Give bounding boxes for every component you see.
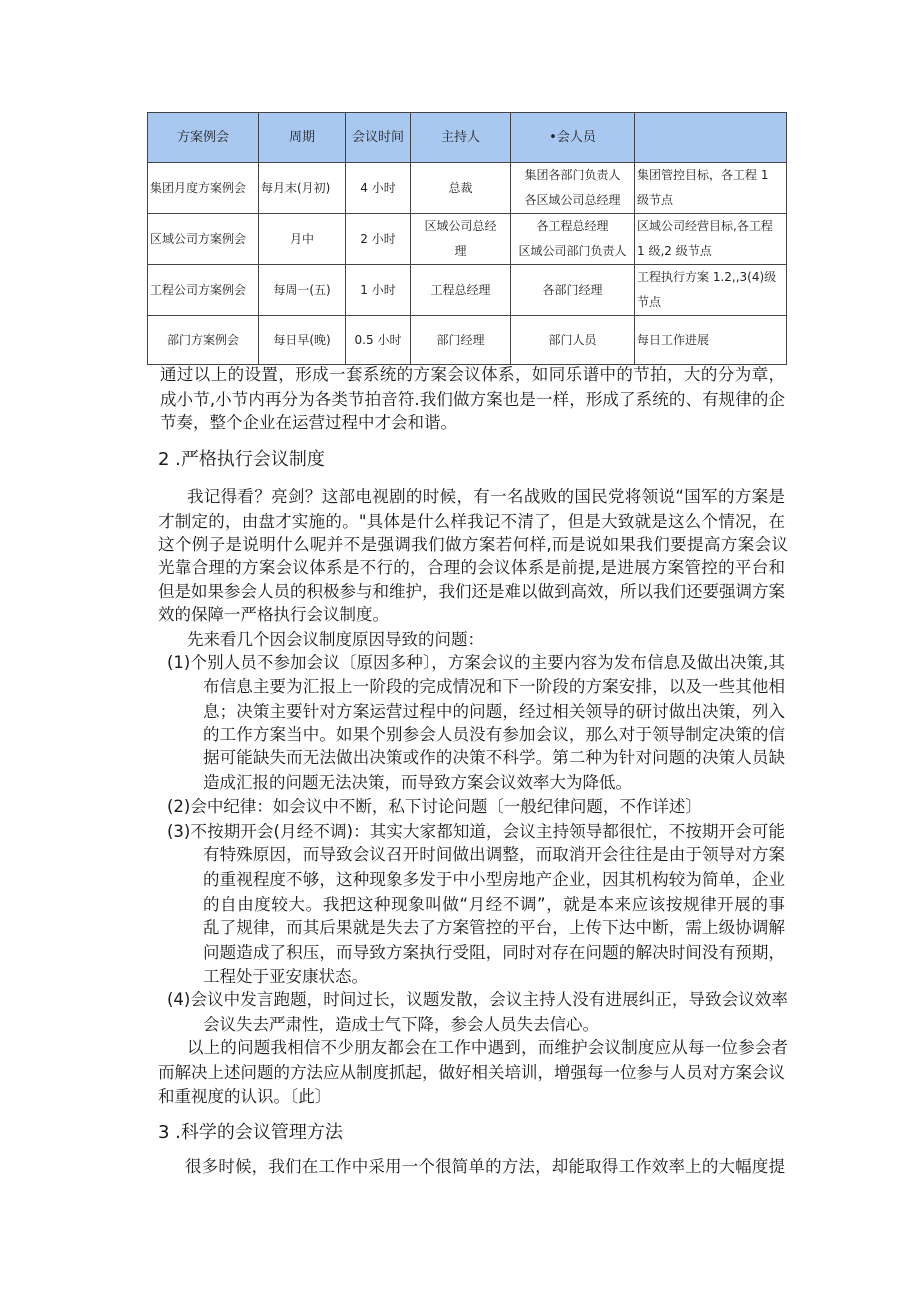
- header-cell: •会人员: [511, 113, 635, 163]
- table-row: [148, 265, 787, 316]
- header-cell: [635, 113, 787, 163]
- meeting-duration: 2 小时: [346, 214, 411, 265]
- content-line: 工程执行方案 1.2,,3(4)级: [637, 270, 777, 284]
- section-heading-3: 3 .科学的会议管理方法: [158, 1122, 343, 1143]
- host-line: 部门经理: [436, 332, 485, 347]
- meeting-content: [635, 163, 787, 214]
- content-line: 1 级,2 级节点: [637, 244, 712, 258]
- text-line: 成小节,小节内再分为各类节拍音符.我们做方案也是一样，形成了系统的、有规律的企: [160, 390, 785, 409]
- header-cell: 会议时间: [346, 113, 411, 163]
- attendee-line: 区域公司部门负责人: [518, 244, 627, 258]
- text-line: 工程处于亚安康状态。: [203, 967, 368, 986]
- meeting-period: 每月末(月初): [259, 163, 346, 214]
- header-cell: 周期: [259, 113, 346, 163]
- meeting-attendees: [511, 316, 635, 365]
- text-line: 节奏，整个企业在运营过程中才会和谐。: [160, 413, 457, 432]
- list-item-1: (1)个别人员不参加会议〔原因多种〕，方案会议的主要内容为发布信息及做出决策,其: [167, 653, 785, 672]
- text-line: 乱了规律，而其后果就是失去了方案管控的平台，上传下达中断，需上级协调解: [203, 918, 785, 937]
- meeting-name: 工程公司方案例会: [148, 265, 259, 316]
- text-line: 造成汇报的问题无法决策，而导致方案会议效率大为降低。: [203, 773, 632, 792]
- content-line: 节点: [637, 295, 662, 309]
- meeting-duration: 1 小时: [346, 265, 411, 316]
- header-cell: 主持人: [411, 113, 511, 163]
- text-line: 很多时候，我们在工作中采用一个很简单的方法，却能取得工作效率上的大幅度提: [185, 1157, 785, 1176]
- meeting-period: 月中: [259, 214, 346, 265]
- meeting-duration: 0.5 小时: [346, 316, 411, 365]
- attendee-line: 部门人员: [548, 332, 597, 347]
- text-line: 布信息主要为汇报上一阶段的完成情况和下一阶段的方案安排，以及一些其他相: [203, 677, 785, 696]
- host-line: 区域公司总经: [424, 219, 497, 233]
- text-line: 问题造成了积压，而导致方案执行受阻，同时对存在问题的解决时间没有预期，: [203, 943, 785, 962]
- text-line: 有特殊原因，而导致会议召开时间做出调整，而取消开会往往是由于领导对方案: [203, 845, 785, 864]
- text-line: 的重视程度不够，这种现象多发于中小型房地产企业，因其机构较为简单，企业: [203, 870, 785, 889]
- meeting-content: [635, 316, 787, 365]
- content-line: 每日工作进展: [637, 332, 710, 347]
- text-line: 和重视度的认识。〔此〕: [158, 1087, 332, 1106]
- text-line: 效的保障一严格执行会议制度。: [158, 605, 389, 624]
- table-header-row: [148, 113, 787, 163]
- text-line: 先来看几个因会议制度原因导致的问题：: [187, 630, 484, 649]
- meeting-host: [411, 265, 511, 316]
- meeting-attendees: [511, 265, 635, 316]
- meeting-period: 每日早(晚): [259, 316, 346, 365]
- text-line: 才制定的，由盘才实施的。"具体是什么样我记不清了，但是大致就是这么个情况，在: [158, 512, 785, 531]
- meeting-content: [635, 214, 787, 265]
- meeting-name: 区域公司方案例会: [148, 214, 259, 265]
- text-line: 这个例子是说明什么呢并不是强调我们做方案若何样,而是说如果我们要提高方案会议: [158, 535, 788, 554]
- text-line: 我记得看？亮剑？这部电视剧的时候，有一名战败的国民党将领说“国军的方案是: [187, 487, 785, 506]
- meeting-host: [411, 214, 511, 265]
- table-row: [148, 214, 787, 265]
- meeting-host: [411, 316, 511, 365]
- host-line: 总裁: [448, 180, 473, 195]
- meeting-period: 每周一(五): [259, 265, 346, 316]
- list-item-4: (4)会议中发言跑题，时间过长，议题发散，会议主持人没有进展纠正，导致会议效率: [167, 990, 788, 1009]
- meeting-name: 部门方案例会: [148, 316, 259, 365]
- content-line: 集团管控目标，各工程 1: [637, 168, 769, 182]
- content-line: 级节点: [637, 193, 674, 207]
- text-line: 而解决上述问题的方法应从制度抓起，做好相关培训，增强每一位参与人员对方案会议: [158, 1063, 785, 1082]
- text-line: 以上的问题我相信不少朋友都会在工作中遇到，而维护会议制度应从每一位参会者: [187, 1038, 788, 1057]
- host-line: 工程总经理: [430, 282, 491, 297]
- meeting-attendees: [511, 163, 635, 214]
- meeting-schedule-table: [147, 112, 787, 365]
- attendee-line: 各区域公司总经理: [524, 193, 621, 207]
- table-row: [148, 316, 787, 365]
- attendee-line: 各工程总经理: [536, 219, 609, 233]
- meeting-attendees: [511, 214, 635, 265]
- section-heading-2: 2 .严格执行会议制度: [158, 449, 325, 470]
- list-item-3: (3)不按期开会(月经不调)：其实大家都知道，会议主持领导都很忙，不按期开会可能: [167, 822, 785, 841]
- text-line: 的自由度较大。我把这种现象叫做“月经不调”，就是本来应该按规律开展的事: [203, 895, 785, 914]
- meeting-duration: 4 小时: [346, 163, 411, 214]
- header-cell: 方案例会: [148, 113, 259, 163]
- text-line: 据可能缺失而无法做出决策或作的决策不科学。第二种为针对问题的决策人员缺: [203, 748, 785, 767]
- text-line: 息；决策主要针对方案运营过程中的问题，经过相关领导的研讨做出决策，列入: [203, 702, 785, 721]
- text-line: 会议失去严肃性，造成士气下降，参会人员失去信心。: [203, 1015, 599, 1034]
- meeting-content: [635, 265, 787, 316]
- text-line: 但是如果参会人员的积极参与和维护，我们还是难以做到高效，所以我们还要强调方案: [158, 582, 785, 601]
- meeting-name: 集团月度方案例会: [148, 163, 259, 214]
- attendee-line: 集团各部门负责人: [524, 168, 621, 182]
- table-row: [148, 163, 787, 214]
- text-line: 光靠合理的方案会议体系是不行的，合理的会议体系是前提,是进展方案管控的平台和: [158, 558, 785, 577]
- list-item-2: (2)会中纪律：如会议中不断，私下讨论问题〔一般纪律问题，不作详述〕: [167, 797, 702, 816]
- host-line: 理: [454, 244, 467, 258]
- text-line: 通过以上的设置，形成一套系统的方案会议体系，如同乐谱中的节拍，大的分为章，: [160, 365, 785, 384]
- meeting-host: [411, 163, 511, 214]
- attendee-line: 各部门经理: [542, 282, 603, 297]
- text-line: 的工作方案当中。如果个别参会人员没有参加会议，那么对于领导制定决策的信: [203, 725, 785, 744]
- content-line: 区域公司经营目标,各工程: [637, 219, 773, 233]
